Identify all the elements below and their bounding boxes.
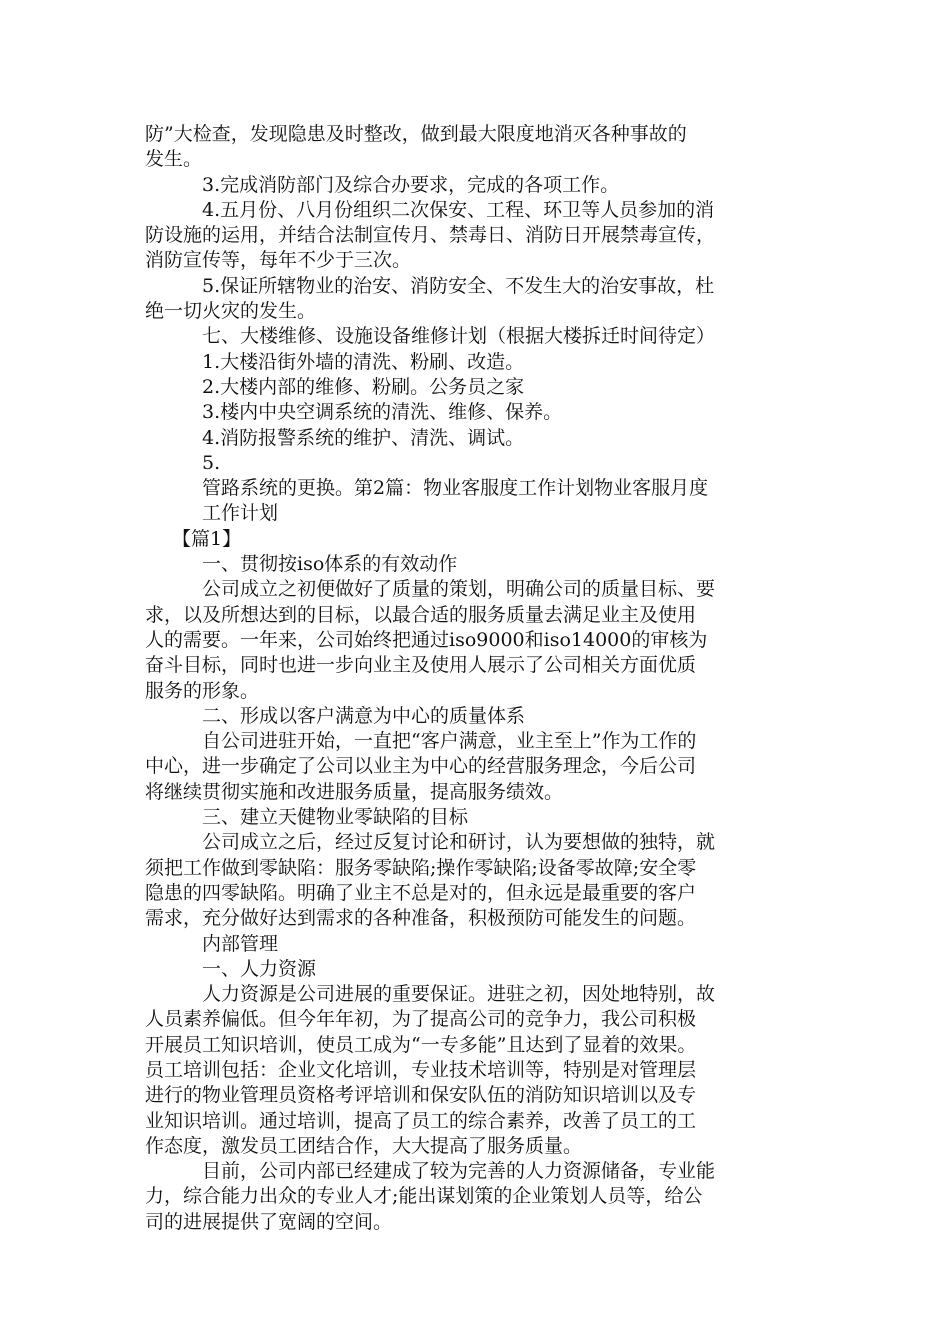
text-line: 工作计划 [202, 502, 279, 525]
text-line: 二、形成以客户满意为中心的质量体系 [202, 704, 526, 727]
text-line: 绝一切火灾的发生。 [145, 300, 317, 323]
text-line: 作态度，激发员工团结合作，大大提高了服务质量。 [145, 1134, 583, 1157]
text-line: 司的进展提供了宽阔的空间。 [145, 1210, 393, 1233]
text-line: 人的需要。一年来，公司始终把通过iso9000和iso14000的审核为 [145, 628, 708, 651]
text-line: 消防宣传等，每年不少于三次。 [145, 249, 412, 272]
text-line: 发生。 [145, 148, 203, 171]
text-line: 5.保证所辖物业的治安、消防安全、不发生大的治安事故，杜 [202, 274, 715, 297]
text-line: 防”大检查，发现隐患及时整改，做到最大限度地消灭各种事故的 [145, 123, 687, 145]
text-line: 需求，充分做好达到需求的各种准备，积极预防可能发生的问题。 [145, 907, 697, 930]
text-line: 3.完成消防部门及综合办要求，完成的各项工作。 [202, 173, 620, 196]
text-line: 人员素养偏低。但今年年初，为了提高公司的竞争力，我公司积极 [145, 1008, 697, 1031]
text-line: 须把工作做到零缺陷：服务零缺陷;操作零缺陷;设备零故障;安全零 [145, 856, 697, 879]
text-line: 进行的物业管理员资格考评培训和保安队伍的消防知识培训以及专 [145, 1084, 697, 1107]
text-line: 将继续贯彻实施和改进服务质量，提高服务绩效。 [145, 780, 564, 803]
text-line: 目前，公司内部已经建成了较为完善的人力资源储备，专业能 [202, 1160, 716, 1183]
text-line: 隐患的四零缺陷。明确了业主不总是对的，但永远是最重要的客户 [145, 881, 697, 904]
text-line: 三、建立天健物业零缺陷的目标 [202, 806, 469, 829]
text-line: 中心，进一步确定了公司以业主为中心的经营服务理念，今后公司 [145, 755, 697, 778]
text-line: 自公司进驻开始，一直把“客户满意，业主至上”作为工作的 [202, 730, 697, 753]
text-line: 4.消防报警系统的维护、清洗、调试。 [202, 426, 525, 449]
text-line: 3.楼内中央空调系统的清洗、维修、保养。 [202, 401, 563, 424]
text-line: 公司成立之后，经过反复讨论和研讨，认为要想做的独特，就 [202, 831, 716, 854]
text-line: 七、大楼维修、设施设备维修计划（根据大楼拆迁时间待定） [202, 325, 716, 348]
text-line: 管路系统的更换。第2篇：物业客服度工作计划物业客服月度 [202, 477, 709, 500]
text-line: 5. [202, 451, 221, 474]
text-line: 防设施的运用，并结合法制宣传月、禁毒日、消防日开展禁毒宣传， [145, 224, 716, 247]
text-line: 内部管理 [202, 932, 279, 955]
text-line: 一、贯彻按iso体系的有效动作 [202, 553, 458, 576]
text-line: 公司成立之初便做好了质量的策划，明确公司的质量目标、要 [202, 578, 716, 601]
document-body [145, 122, 810, 1235]
text-line: 服务的形象。 [145, 679, 260, 702]
text-line: 业知识培训。通过培训，提高了员工的综合素养，改善了员工的工 [145, 1109, 697, 1132]
text-line: 员工培训包括：企业文化培训，专业技术培训等，特别是对管理层 [145, 1058, 697, 1081]
text-line: 开展员工知识培训，使员工成为“一专多能”且达到了显着的效果。 [145, 1033, 697, 1056]
text-line: 1.大楼沿街外墙的清洗、粉刷、改造。 [202, 350, 525, 373]
text-line: 奋斗目标，同时也进一步向业主及使用人展示了公司相关方面优质 [145, 654, 697, 677]
text-line: 4.五月份、八月份组织二次保安、工程、环卫等人员参加的消 [202, 198, 715, 221]
text-line: 2.大楼内部的维修、粉刷。公务员之家 [202, 375, 525, 398]
text-line: 人力资源是公司进展的重要保证。进驻之初，因处地特别，故 [202, 983, 716, 1006]
text-line: 力，综合能力出众的专业人才;能出谋划策的企业策划人员等，给公 [145, 1185, 703, 1208]
text-line: 一、人力资源 [202, 957, 317, 980]
text-line: 【篇1】 [172, 527, 242, 550]
text-line: 求，以及所想达到的目标，以最合适的服务质量去满足业主及使用 [145, 603, 697, 626]
